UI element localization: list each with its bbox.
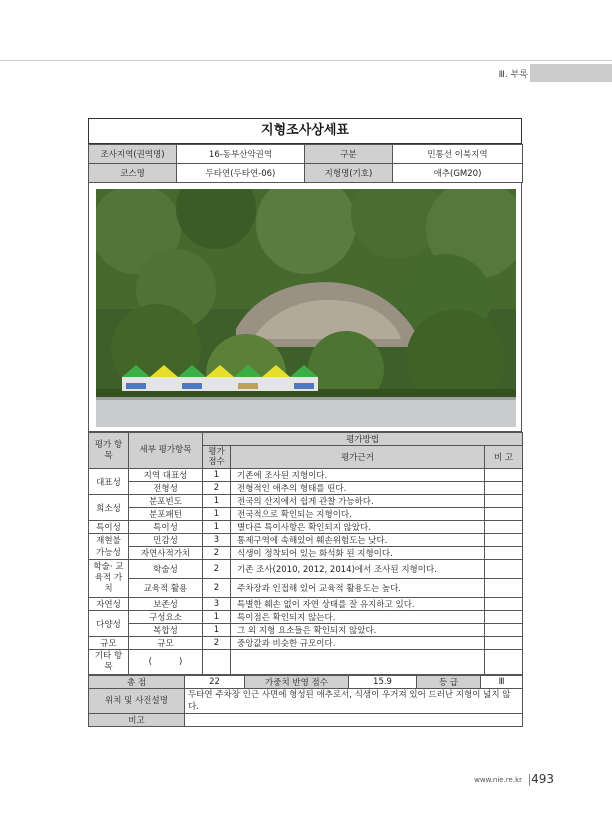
chapter-label: Ⅲ. 부록 xyxy=(498,70,528,80)
sub-item: 복합성 xyxy=(129,624,203,637)
remarks-label: 비고 xyxy=(89,714,185,727)
sub-item: 분포빈도 xyxy=(129,495,203,508)
talus-photo xyxy=(96,189,516,427)
grade-value: Ⅲ xyxy=(481,676,523,689)
survey-sheet xyxy=(88,118,522,727)
table-row xyxy=(89,637,523,650)
table-row xyxy=(89,650,523,675)
score: 2 xyxy=(203,547,231,560)
group-diversity: 다양성 xyxy=(89,611,129,637)
weighted-label: 가중치 반영 점수 xyxy=(245,676,349,689)
remarks-text xyxy=(185,714,523,727)
sub-item: 자연사적가치 xyxy=(129,547,203,560)
header-rule xyxy=(0,60,612,61)
location-text: 두타연 주차장 인근 사면에 형성된 애추로서, 식생이 우거져 있어 드러난 지형이 넓지 않다. xyxy=(185,689,523,714)
basis: 전국적으로 확인되는 지형이다. xyxy=(231,508,485,521)
basis: 통제구역에 속해있어 훼손위험도는 낮다. xyxy=(231,534,485,547)
table-row xyxy=(89,469,523,482)
score: 1 xyxy=(203,521,231,534)
basis: 특이점은 확인되지 않는다. xyxy=(231,611,485,624)
score: 1 xyxy=(203,508,231,521)
page-number: 493 xyxy=(531,772,554,786)
chapter-tab xyxy=(530,64,612,82)
footer-divider xyxy=(529,774,530,786)
sub-item: ( ) xyxy=(129,650,203,675)
table-row xyxy=(89,611,523,624)
basis: 중앙값과 비슷한 규모이다. xyxy=(231,637,485,650)
location-label: 위치 및 사진설명 xyxy=(89,689,185,714)
course-label: 코스명 xyxy=(89,164,177,183)
note xyxy=(485,611,523,624)
note xyxy=(485,650,523,675)
group-specialty: 특이성 xyxy=(89,521,129,534)
survey-area-value: 16-동부산악권역 xyxy=(177,145,305,164)
group-rarity: 희소성 xyxy=(89,495,129,521)
table-row xyxy=(89,508,523,521)
col-item-header: 평가 항목 xyxy=(89,433,129,469)
note xyxy=(485,534,523,547)
survey-area-label: 조사지역(권역명) xyxy=(89,145,177,164)
basis: 전형적인 애추의 형태를 띤다. xyxy=(231,482,485,495)
table-row xyxy=(89,495,523,508)
sub-item: 지역 대표성 xyxy=(129,469,203,482)
evaluation-table xyxy=(88,432,523,675)
sub-item: 보존성 xyxy=(129,598,203,611)
score xyxy=(203,650,231,675)
score: 1 xyxy=(203,611,231,624)
sub-item: 특이성 xyxy=(129,521,203,534)
basis: 별다른 특이사항은 확인되지 않았다. xyxy=(231,521,485,534)
table-row xyxy=(89,521,523,534)
table-row xyxy=(89,579,523,598)
sub-item: 학술성 xyxy=(129,560,203,579)
score: 3 xyxy=(203,598,231,611)
score: 1 xyxy=(203,469,231,482)
group-academic: 학술· 교육적 가치 xyxy=(89,560,129,598)
group-irreproducibility: 재현불 가능성 xyxy=(89,534,129,560)
score: 2 xyxy=(203,579,231,598)
landform-value: 애추(GM20) xyxy=(393,164,523,183)
sub-item: 전형성 xyxy=(129,482,203,495)
group-other: 기타 항목 xyxy=(89,650,129,675)
table-row xyxy=(89,534,523,547)
col-method-header: 평가방법 xyxy=(203,433,523,446)
score: 1 xyxy=(203,624,231,637)
grade-label: 등 급 xyxy=(417,676,481,689)
note xyxy=(485,547,523,560)
note xyxy=(485,624,523,637)
sub-item: 분포패턴 xyxy=(129,508,203,521)
total-value: 22 xyxy=(185,676,245,689)
info-table xyxy=(88,144,523,183)
score: 1 xyxy=(203,495,231,508)
sheet-title: 지형조사상세표 xyxy=(88,118,522,144)
note xyxy=(485,521,523,534)
category-value: 민통선 이북지역 xyxy=(393,145,523,164)
score: 3 xyxy=(203,534,231,547)
sub-item: 구성요소 xyxy=(129,611,203,624)
footer-url: www.nie.re.kr xyxy=(474,776,522,784)
table-row xyxy=(89,598,523,611)
course-value: 두타연(두타연-06) xyxy=(177,164,305,183)
weighted-value: 15.9 xyxy=(349,676,417,689)
basis: 그 외 지형 요소들은 확인되지 않았다. xyxy=(231,624,485,637)
landform-label: 지형명(기호) xyxy=(305,164,393,183)
group-representativeness: 대표성 xyxy=(89,469,129,495)
table-row xyxy=(89,560,523,579)
sub-item: 규모 xyxy=(129,637,203,650)
sub-item: 민감성 xyxy=(129,534,203,547)
group-scale: 규모 xyxy=(89,637,129,650)
note xyxy=(485,560,523,579)
score: 2 xyxy=(203,560,231,579)
col-note-header: 비 고 xyxy=(485,446,523,469)
score: 2 xyxy=(203,482,231,495)
sub-item: 교육적 활용 xyxy=(129,579,203,598)
basis: 주차장과 인접해 있어 교육적 활용도는 높다. xyxy=(231,579,485,598)
table-row xyxy=(89,547,523,560)
basis: 식생이 정착되어 있는 화석화 된 지형이다. xyxy=(231,547,485,560)
col-score-header: 평가 점수 xyxy=(203,446,231,469)
basis xyxy=(231,650,485,675)
note xyxy=(485,637,523,650)
note xyxy=(485,579,523,598)
category-label: 구분 xyxy=(305,145,393,164)
col-basis-header: 평가근거 xyxy=(231,446,485,469)
note xyxy=(485,508,523,521)
table-row xyxy=(89,624,523,637)
basis: 기존 조사(2010, 2012, 2014)에서 조사된 지형이다. xyxy=(231,560,485,579)
basis: 전국의 산지에서 쉽게 관찰 가능하다. xyxy=(231,495,485,508)
photo-cell xyxy=(88,183,522,432)
note xyxy=(485,482,523,495)
table-row xyxy=(89,482,523,495)
total-label: 총 점 xyxy=(89,676,185,689)
note xyxy=(485,469,523,482)
basis: 기존에 조사된 지형이다. xyxy=(231,469,485,482)
summary-table xyxy=(88,675,523,727)
score: 2 xyxy=(203,637,231,650)
note xyxy=(485,495,523,508)
basis: 특별한 훼손 없이 자연 상태를 잘 유지하고 있다. xyxy=(231,598,485,611)
group-naturalness: 자연성 xyxy=(89,598,129,611)
col-sub-header: 세부 평가항목 xyxy=(129,433,203,469)
note xyxy=(485,598,523,611)
